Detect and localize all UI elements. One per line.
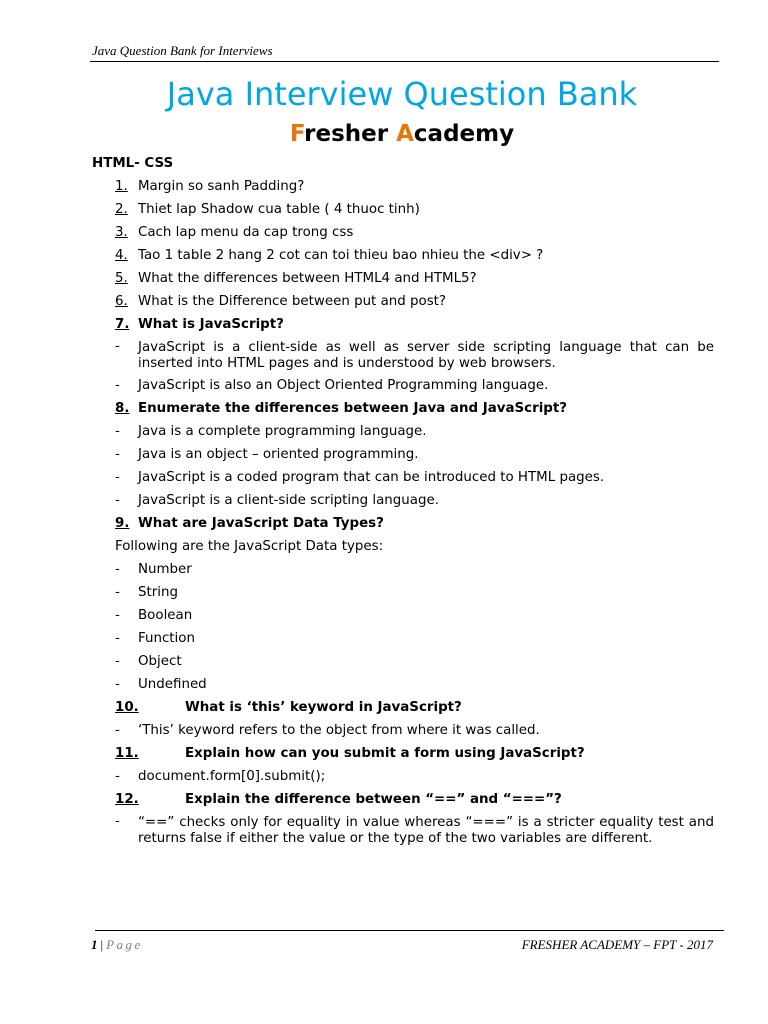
question-number: 4. <box>115 248 128 263</box>
question-text: What is ‘this’ keyword in JavaScript? <box>185 700 462 715</box>
answer-text: Function <box>138 631 195 646</box>
answer-bullet <box>92 560 714 583</box>
header-divider <box>90 61 719 62</box>
question-number: 12. <box>115 792 139 807</box>
page-label: Page <box>106 937 143 952</box>
question-number: 5. <box>115 271 128 286</box>
question-item <box>92 790 714 813</box>
bullet-dash: - <box>115 608 120 623</box>
bullet-dash: - <box>115 424 120 439</box>
answer-bullet <box>92 583 714 606</box>
bullet-dash: - <box>115 470 120 485</box>
answer-bullet <box>92 606 714 629</box>
answer-text: Java is a complete programming language. <box>138 424 427 439</box>
question-number: 11. <box>115 746 139 761</box>
bullet-dash: - <box>115 447 120 462</box>
bullet-dash: - <box>115 631 120 646</box>
question-list <box>92 154 714 867</box>
answer-text: Object <box>138 654 182 669</box>
answer-text: “==” checks only for equality in value whereas “===” is a stricter equality test and returns false if either the value or the type of the two variables are different. <box>138 815 714 846</box>
question-text: Explain how can you submit a form using JavaScript? <box>185 746 585 761</box>
question-number: 10. <box>115 700 139 715</box>
question-item <box>92 269 714 292</box>
page-footer-right: FRESHER ACADEMY – FPT - 2017 <box>521 937 713 952</box>
subtitle-word-one: resher <box>304 121 397 147</box>
subtitle-initial-a: A <box>396 121 414 147</box>
answer-text: Number <box>138 562 192 577</box>
answer-text: String <box>138 585 178 600</box>
bullet-dash: - <box>115 378 120 393</box>
bullet-dash: - <box>115 654 120 669</box>
question-number: 6. <box>115 294 128 309</box>
answer-text: JavaScript is also an Object Oriented Programming language. <box>138 378 549 393</box>
question-item <box>92 177 714 200</box>
question-item <box>92 292 714 315</box>
question-text: Cach lap menu da cap trong css <box>138 225 354 240</box>
answer-text: Boolean <box>138 608 193 623</box>
section-heading: HTML- CSS <box>92 156 174 171</box>
answer-bullet <box>92 721 714 744</box>
question-text: What the differences between HTML4 and HTML5? <box>138 271 477 286</box>
question-text: What is the Difference between put and post? <box>138 294 447 309</box>
bullet-dash: - <box>115 814 120 829</box>
bullet-dash: - <box>115 585 120 600</box>
answer-bullet <box>92 767 714 790</box>
footer-separator: | <box>100 937 104 952</box>
page-subtitle <box>0 119 768 149</box>
answer-text: Undefined <box>138 677 207 692</box>
answer-bullet <box>92 338 714 376</box>
bullet-dash: - <box>115 677 120 692</box>
question-number: 9. <box>115 516 130 531</box>
question-item <box>92 246 714 269</box>
question-item <box>92 744 714 767</box>
page-footer-left <box>91 937 143 953</box>
question-text: What is JavaScript? <box>138 317 284 332</box>
question-text: What are JavaScript Data Types? <box>138 516 384 531</box>
question-text: Thiet lap Shadow cua table ( 4 thuoc tinh) <box>138 202 420 217</box>
answer-text: JavaScript is a client-side scripting language. <box>138 493 439 508</box>
answer-bullet <box>92 468 714 491</box>
answer-bullet <box>92 652 714 675</box>
question-number: 2. <box>115 202 128 217</box>
subtitle-word-two: cademy <box>413 121 515 147</box>
question-number: 8. <box>115 401 130 416</box>
footer-divider <box>95 930 724 931</box>
answer-bullet <box>92 813 714 867</box>
question-item <box>92 223 714 246</box>
question-item <box>92 698 714 721</box>
answer-intro: Following are the JavaScript Data types: <box>115 539 384 554</box>
question-text: Explain the difference between “==” and “===”? <box>185 792 562 807</box>
running-header: Java Question Bank for Interviews <box>92 43 273 58</box>
answer-text: Java is an object – oriented programming. <box>138 447 419 462</box>
question-item <box>92 514 714 537</box>
bullet-dash: - <box>115 562 120 577</box>
answer-bullet <box>92 445 714 468</box>
bullet-dash: - <box>115 493 120 508</box>
question-number: 7. <box>115 317 130 332</box>
question-text: Margin so sanh Padding? <box>138 179 305 194</box>
answer-text: JavaScript is a client-side as well as server side scripting language that can be inserted into HTML pages and is understood by web browsers. <box>138 340 714 371</box>
answer-bullet <box>92 675 714 698</box>
bullet-dash: - <box>115 769 120 784</box>
answer-text: ‘This’ keyword refers to the object from where it was called. <box>138 723 540 738</box>
answer-bullet <box>92 491 714 514</box>
question-number: 1. <box>115 179 128 194</box>
question-item <box>92 315 714 338</box>
answer-bullet <box>92 376 714 399</box>
subtitle-initial-f: F <box>289 121 305 147</box>
question-item <box>92 399 714 422</box>
bullet-dash: - <box>115 339 120 354</box>
answer-bullet <box>92 422 714 445</box>
answer-text: JavaScript is a coded program that can be introduced to HTML pages. <box>138 470 605 485</box>
bullet-dash: - <box>115 723 120 738</box>
answer-text: document.form[0].submit(); <box>138 769 326 784</box>
page-number: 1 <box>91 937 98 952</box>
question-text: Enumerate the differences between Java and JavaScript? <box>138 401 568 416</box>
question-text: Tao 1 table 2 hang 2 cot can toi thieu bao nhieu the <div> ? <box>138 248 544 263</box>
question-number: 3. <box>115 225 128 240</box>
page-title: Java Interview Question Bank <box>166 75 638 113</box>
question-item <box>92 200 714 223</box>
answer-bullet <box>92 629 714 652</box>
